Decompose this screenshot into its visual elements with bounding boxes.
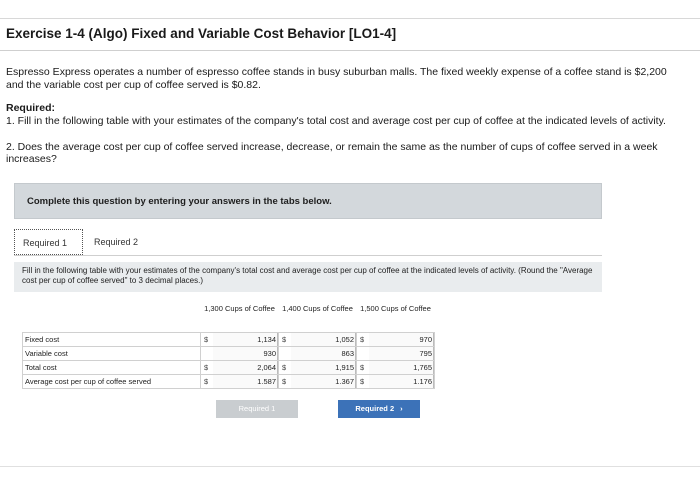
currency-symbol: $: [357, 332, 369, 346]
table-row: [23, 346, 435, 360]
average-cost-1400-input[interactable]: 1.367: [291, 374, 357, 388]
column-header-1300: 1,300 Cups of Coffee: [204, 304, 275, 313]
fixed-cost-1500-input[interactable]: 970: [369, 332, 435, 346]
currency-symbol: $: [201, 332, 213, 346]
tab-required-1[interactable]: Required 1: [14, 229, 83, 255]
currency-symbol: [201, 346, 213, 360]
tab-divider: [14, 255, 602, 256]
prev-button-label: Required 1: [238, 404, 276, 413]
instructions-banner: [14, 183, 602, 219]
row-label-fixed-cost: Fixed cost: [23, 332, 201, 346]
header-blank: [23, 302, 201, 332]
banner-text: Complete this question by entering your answers in the tabs below.: [27, 196, 332, 207]
currency-symbol: $: [279, 360, 291, 374]
required-item-2: 2. Does the average cost per cup of coffee served increase, decrease, or remain the same as the number of cups of coffee served in a week increases?: [6, 141, 658, 165]
row-label-average-cost: Average cost per cup of coffee served: [23, 374, 201, 388]
total-cost-1500-input[interactable]: 1,765: [369, 360, 435, 374]
average-cost-1500-input[interactable]: 1.176: [369, 374, 435, 388]
row-label-total-cost: Total cost: [23, 360, 201, 374]
table-row: [23, 360, 435, 374]
required-item-1: 1. Fill in the following table with your estimates of the company's total cost and average cost per cup of coffee at the indicated levels of activity.: [6, 115, 666, 127]
column-header-1500: 1,500 Cups of Coffee: [360, 304, 431, 313]
fixed-cost-1300-input[interactable]: 1,134: [213, 332, 279, 346]
required-heading: Required:: [6, 102, 56, 114]
average-cost-1300-input[interactable]: 1.587: [213, 374, 279, 388]
total-cost-1400-input[interactable]: 1,915: [291, 360, 357, 374]
page-title: Exercise 1-4 (Algo) Fixed and Variable Cost Behavior [LO1-4]: [6, 26, 397, 41]
next-button-label: Required 2: [355, 404, 395, 413]
variable-cost-1300-input[interactable]: 930: [213, 346, 279, 360]
currency-symbol: $: [279, 332, 291, 346]
problem-intro: Espresso Express operates a number of espresso coffee stands in busy suburban malls. The fixed weekly expense of a coffee stand is $2,200 and the variable cost per cup of coffee served is $0.82.: [6, 66, 667, 91]
table-row: [23, 332, 435, 346]
variable-cost-1500-input[interactable]: 795: [369, 346, 435, 360]
chevron-right-icon: ›: [400, 404, 403, 413]
total-cost-1300-input[interactable]: 2,064: [213, 360, 279, 374]
currency-symbol: $: [201, 374, 213, 388]
column-header-1400: 1,400 Cups of Coffee: [282, 304, 353, 313]
currency-symbol: [279, 346, 291, 360]
currency-symbol: $: [357, 360, 369, 374]
fixed-cost-1400-input[interactable]: 1,052: [291, 332, 357, 346]
cost-table: [22, 302, 435, 389]
tab-required-2[interactable]: Required 2: [94, 237, 139, 247]
bottom-divider: [0, 466, 700, 467]
currency-symbol: $: [357, 374, 369, 388]
variable-cost-1400-input[interactable]: 863: [291, 346, 357, 360]
table-row: [23, 374, 435, 388]
currency-symbol: $: [201, 360, 213, 374]
prev-required-button[interactable]: [216, 400, 298, 418]
currency-symbol: [357, 346, 369, 360]
table-instruction: Fill in the following table with your estimates of the company's total cost and average cost per cup of coffee at the indicated levels of activity. (Round the "Average cost per cup of coffee served" to 3 decimal places.): [14, 262, 602, 292]
next-required-button[interactable]: [338, 400, 420, 418]
title-divider: [0, 50, 700, 51]
row-label-variable-cost: Variable cost: [23, 346, 201, 360]
currency-symbol: $: [279, 374, 291, 388]
top-divider: [0, 18, 700, 19]
